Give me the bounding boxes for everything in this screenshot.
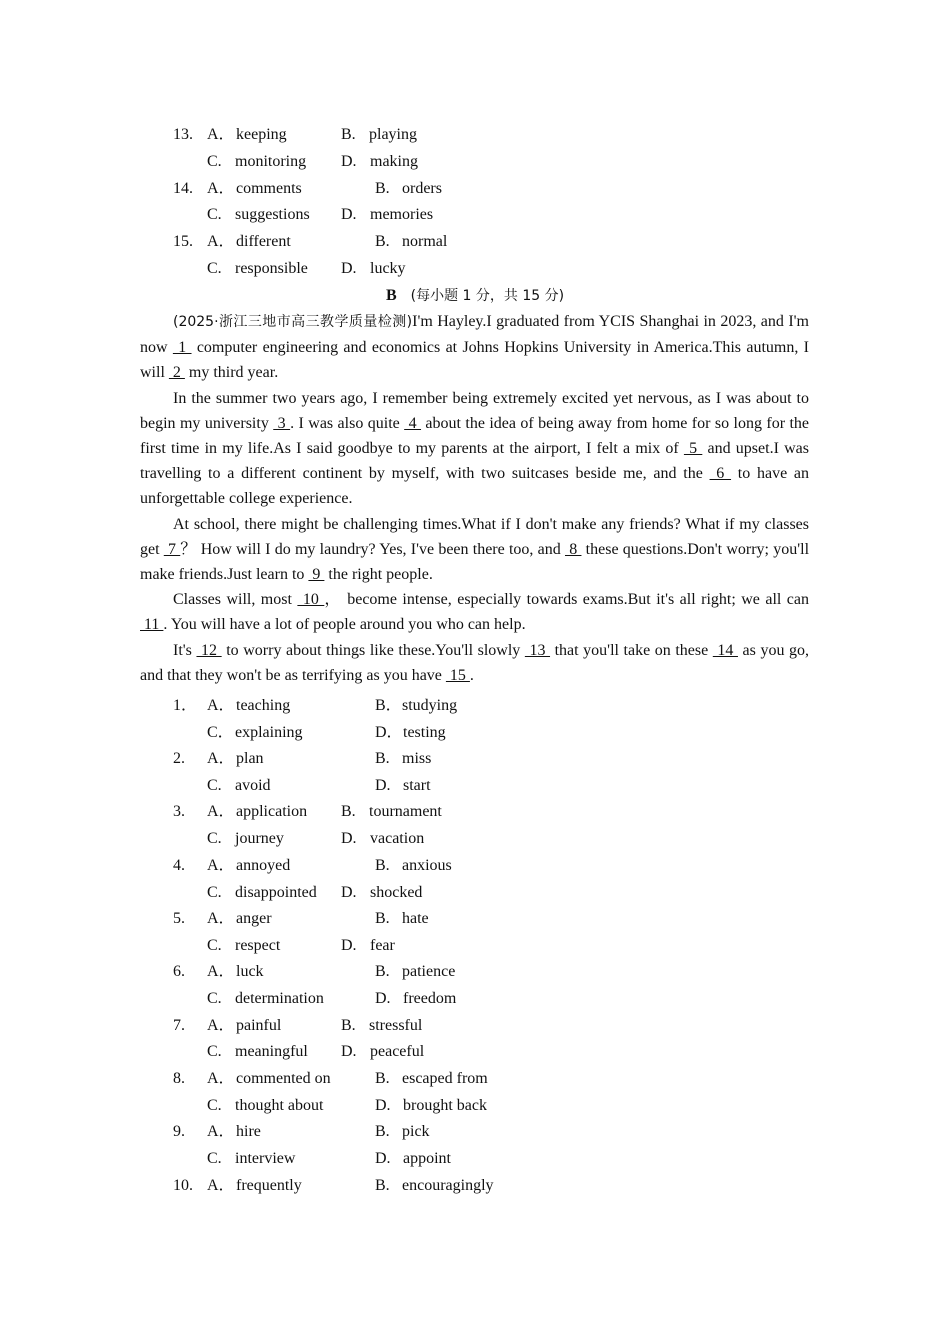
option-letter: A． [207,697,235,714]
option-letter: A． [207,126,235,143]
option-letter: B. [375,750,390,767]
option-letter: D. [375,1150,391,1167]
option-text: comments [236,180,302,197]
option-text: encouragingly [402,1177,494,1194]
passage-text: I'm Hayley.I graduated from YCIS Shanghai in 2023, and I'm now [140,313,809,357]
option-text: anger [236,910,272,927]
option-letter: C. [207,830,222,847]
option-text: normal [402,233,448,250]
passage-text: to have an unforgettable college experience. [140,465,810,508]
option-text: explaining [235,724,303,741]
option-letter: C. [207,260,222,277]
option-letter: C. [207,884,222,901]
passage-text: . You will have a lot of people around you who can help. [163,616,526,634]
passage-text: that you'll take on these [550,641,713,659]
option-letter: D. [341,1043,357,1060]
option-letter: D. [341,153,357,170]
passage-text: It's [173,641,197,659]
option-text: luck [236,963,264,980]
option-letter: B. [375,1177,390,1194]
option-text: vacation [370,830,425,847]
blank-6: 6 [709,465,732,483]
option-text: hire [236,1123,261,1140]
passage-text: ？ How will I do my laundry? Yes, I've been there too, and [180,540,565,558]
passage-text: the right people. [324,566,433,584]
option-letter: D． [375,724,403,741]
option-letter: B. [375,963,390,980]
blank-11: 11 [140,616,164,634]
passage-text: Classes will, most [173,591,298,609]
option-text: avoid [235,777,271,794]
question-number: 9. [173,1123,185,1140]
option-text: shocked [370,884,423,901]
option-text: patience [402,963,456,980]
option-text: anxious [402,857,452,874]
option-letter: A． [207,750,235,767]
option-text: thought about [235,1097,324,1114]
option-letter: C. [207,153,222,170]
paragraph-3 [140,512,809,588]
passage-text: and upset.I was travelling to a different continent by myself, with two suitcases beside me, and the [140,440,809,483]
section-note: (每小题 1 分，共 15 分) [410,288,565,304]
option-letter: A． [207,233,235,250]
option-letter: D. [341,937,357,954]
blank-13: 13 [524,641,551,659]
option-letter: B. [341,803,356,820]
option-letter: A． [207,1070,235,1087]
option-letter: B. [375,1123,390,1140]
option-text: hate [402,910,429,927]
option-letter: B. [375,180,390,197]
option-letter: C. [207,1097,222,1114]
passage-text: about the idea of being away from home for so long for the first time in my life.As I said goodbye to my parents at the airport, I felt a mix of [140,414,810,458]
blank-10: 10 [297,591,325,609]
passage-text: In the summer two years ago, I remember being extremely excited yet nervous, as I was about to begin my university [140,389,809,432]
question-number: 10. [173,1177,193,1194]
passage-text: computer engineering and economics at Johns Hopkins University in America.This autumn, I will [140,339,809,382]
option-text: keeping [236,126,287,143]
option-letter: B． [375,697,402,714]
option-text: commented on [236,1070,331,1087]
option-text: miss [402,750,432,767]
option-text: tournament [369,803,442,820]
paragraph-4 [140,587,809,637]
option-letter: B. [375,857,390,874]
option-text: brought back [403,1097,487,1114]
passage-text: . I was also quite [290,414,405,432]
paragraph-1 [140,309,809,386]
option-letter: C. [207,777,222,794]
option-text: start [403,777,431,794]
blank-12: 12 [196,641,222,659]
option-text: monitoring [235,153,307,170]
option-text: teaching [236,697,291,714]
option-text: freedom [403,990,457,1007]
passage-text: At school, there might be challenging times.What if I don't make any friends? What if my classes get [140,515,809,558]
option-text: meaningful [235,1043,308,1060]
option-text: disappointed [235,884,317,901]
option-text: suggestions [235,206,310,223]
option-text: respect [235,937,281,954]
option-text: painful [236,1017,282,1034]
question-number: 8. [173,1070,185,1087]
passage-text: ， become intense, especially towards exams.But it's all right; we all can [324,591,810,609]
option-text: annoyed [236,857,291,874]
paragraph-2 [140,386,809,512]
question-number: 5. [173,910,185,927]
passage-text: to worry about things like these.You'll slowly [221,641,525,659]
option-letter: B. [375,1070,390,1087]
option-text: testing [403,724,446,741]
option-text: orders [402,180,442,197]
question-number: 1． [173,697,198,714]
option-text: memories [370,206,434,223]
option-text: journey [235,830,284,847]
option-text: different [236,233,291,250]
question-number: 15. [173,233,193,250]
question-number: 14. [173,180,193,197]
option-text: stressful [369,1017,423,1034]
option-text: frequently [236,1177,302,1194]
passage-text: my third year. [184,364,279,382]
question-number: 6. [173,963,185,980]
option-text: responsible [235,260,308,277]
blank-7: 7 [163,540,181,558]
option-text: fear [370,937,395,954]
option-letter: A． [207,803,235,820]
blank-1: 1 [172,339,192,357]
blank-15: 15 [445,666,470,684]
question-number: 7. [173,1017,185,1034]
option-letter: C. [207,1043,222,1060]
question-number: 3. [173,803,185,820]
blank-2: 2 [168,364,185,382]
option-letter: C. [207,206,222,223]
reading-passage [140,309,809,688]
option-text: plan [236,750,264,767]
option-letter: B. [341,1017,356,1034]
option-text: playing [369,126,417,143]
blank-8: 8 [564,540,582,558]
question-number: 13. [173,126,193,143]
option-letter: D. [341,206,357,223]
blank-5: 5 [683,440,703,458]
question-number: 2. [173,750,185,767]
option-letter: A． [207,963,235,980]
option-text: making [370,153,418,170]
blank-4: 4 [404,414,422,432]
option-text: determination [235,990,324,1007]
option-text: studying [402,697,458,714]
option-letter: B. [375,233,390,250]
paragraph-5 [140,638,809,688]
option-letter: A． [207,857,235,874]
option-text: peaceful [370,1043,425,1060]
passage-text: . [469,666,474,684]
option-letter: A． [207,910,235,927]
section-letter: B [385,287,397,304]
section-heading [0,284,950,308]
option-letter: C. [207,1150,222,1167]
question-number: 4. [173,857,185,874]
option-letter: C． [207,724,234,741]
blank-9: 9 [308,566,325,584]
option-letter: D. [375,1097,391,1114]
option-letter: A． [207,1017,235,1034]
option-letter: D. [341,830,357,847]
option-text: escaped from [402,1070,488,1087]
option-text: pick [402,1123,430,1140]
option-letter: B. [341,126,356,143]
option-letter: A． [207,180,235,197]
passage-text: these questions.Don't worry; you'll make friends.Just learn to [140,540,810,584]
blank-3: 3 [273,414,291,432]
option-letter: C. [207,937,222,954]
option-letter: D. [375,990,391,1007]
option-letter: A． [207,1177,235,1194]
option-letter: D. [341,260,357,277]
option-text: interview [235,1150,296,1167]
option-text: appoint [403,1150,451,1167]
passage-text: as you go, and that they won't be as terrifying as you have [140,641,810,684]
option-letter: D. [375,777,391,794]
option-letter: D. [341,884,357,901]
option-text: application [236,803,308,820]
option-text: lucky [370,260,406,277]
option-letter: C. [207,990,222,1007]
option-letter: B. [375,910,390,927]
passage-source: (2025·浙江三地市高三教学质量检测) [173,314,413,330]
blank-14: 14 [712,641,738,659]
option-letter: A． [207,1123,235,1140]
